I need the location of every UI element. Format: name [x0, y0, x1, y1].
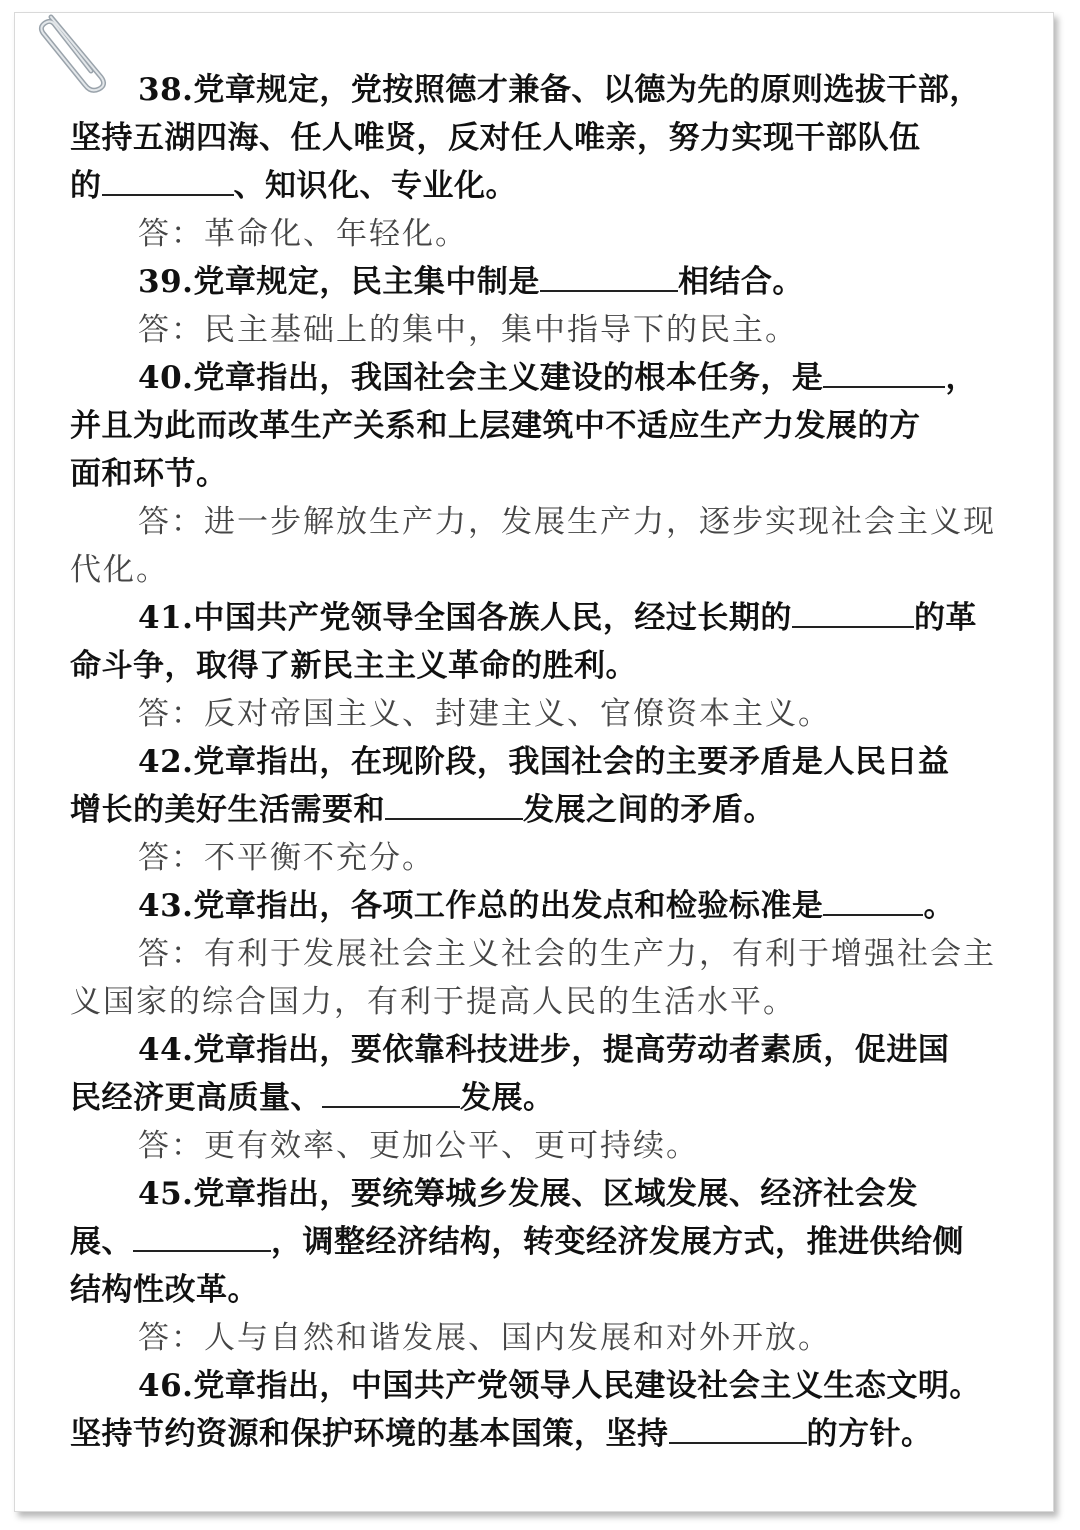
answer-blank: [823, 356, 945, 388]
answer-blank: [385, 788, 523, 820]
question-44-line-1: 44.党章指出，要依靠科技进步，提高劳动者素质，促进国: [138, 1032, 950, 1068]
question-40-line-2: 并且为此而改革生产关系和上层建筑中不适应生产力发展的方: [70, 408, 921, 444]
question-38-text-a: 的: [70, 168, 102, 204]
question-42-text-a: 增长的美好生活需要和: [70, 792, 385, 828]
question-41-text-a: 41.中国共产党领导全国各族人民，经过长期的: [138, 600, 792, 636]
question-44-text-a: 民经济更高质量、: [70, 1080, 322, 1116]
question-43-text-a: 43.党章指出，各项工作总的出发点和检验标准是: [138, 888, 824, 924]
answer-39: 答：民主基础上的集中，集中指导下的民主。: [138, 312, 798, 348]
question-38-line-1: 38.党章规定，党按照德才兼备、以德为先的原则选拔干部，: [138, 72, 981, 108]
question-42-line-2: [70, 786, 1032, 834]
answer-45: 答：人与自然和谐发展、国内发展和对外开放。: [138, 1320, 831, 1356]
question-41-line-2: 命斗争，取得了新民主主义革命的胜利。: [70, 648, 637, 684]
question-44-line-2: [70, 1074, 1032, 1122]
question-38-line-2: 坚持五湖四海、任人唯贤，反对任人唯亲，努力实现干部队伍: [70, 120, 921, 156]
question-40-text-a: 40.党章指出，我国社会主义建设的根本任务，是: [138, 360, 824, 396]
question-45-line-3: 结构性改革。: [70, 1272, 259, 1308]
quiz-content: [70, 66, 1032, 1458]
question-44-text-b: 发展。: [460, 1080, 555, 1116]
question-41-line-1: [70, 594, 1032, 642]
answer-38: 答：革命化、年轻化。: [138, 216, 468, 252]
answer-blank: [102, 164, 234, 196]
question-43-text-b: 。: [923, 888, 955, 924]
answer-blank: [133, 1220, 271, 1252]
answer-40-line-1: 答：进一步解放生产力，发展生产力，逐步实现社会主义现: [138, 504, 996, 540]
question-38-line-3: [70, 162, 1032, 210]
answer-40-line-2: 代化。: [70, 552, 169, 588]
answer-42: 答：不平衡不充分。: [138, 840, 435, 876]
question-45-line-2: [70, 1218, 1032, 1266]
answer-43-line-1: 答：有利于发展社会主义社会的生产力，有利于增强社会主: [138, 936, 996, 972]
question-38-text-b: 、知识化、专业化。: [233, 168, 517, 204]
question-42-text-b: 发展之间的矛盾。: [523, 792, 775, 828]
answer-blank: [540, 260, 678, 292]
answer-44: 答：更有效率、更加公平、更可持续。: [138, 1128, 699, 1164]
question-40-text-b: ，: [945, 360, 977, 396]
question-46-line-1: 46.党章指出，中国共产党领导人民建设社会主义生态文明。: [138, 1368, 981, 1404]
question-40-line-3: 面和环节。: [70, 456, 228, 492]
answer-blank: [322, 1076, 460, 1108]
answer-blank: [823, 884, 923, 916]
question-39-text-a: 39.党章规定，民主集中制是: [138, 264, 540, 300]
question-45-line-1: 45.党章指出，要统筹城乡发展、区域发展、经济社会发: [138, 1176, 918, 1212]
question-45-text-b: ，调整经济结构，转变经济发展方式，推进供给侧: [271, 1224, 964, 1260]
question-41-text-b: 的革: [913, 600, 977, 636]
answer-43-line-2: 义国家的综合国力，有利于提高人民的生活水平。: [70, 984, 796, 1020]
question-40-line-1: [70, 354, 1032, 402]
question-45-text-a: 展、: [70, 1224, 133, 1260]
question-39-line-1: [70, 258, 1032, 306]
answer-41: 答：反对帝国主义、封建主义、官僚资本主义。: [138, 696, 831, 732]
answer-blank: [792, 596, 914, 628]
question-46-line-2: [70, 1410, 1032, 1458]
question-46-text-a: 坚持节约资源和保护环境的基本国策，坚持: [70, 1416, 669, 1452]
question-43-line-1: [70, 882, 1032, 930]
question-39-text-b: 相结合。: [677, 264, 804, 300]
answer-blank: [669, 1412, 807, 1444]
question-46-text-b: 的方针。: [806, 1416, 933, 1452]
question-42-line-1: 42.党章指出，在现阶段，我国社会的主要矛盾是人民日益: [138, 744, 950, 780]
